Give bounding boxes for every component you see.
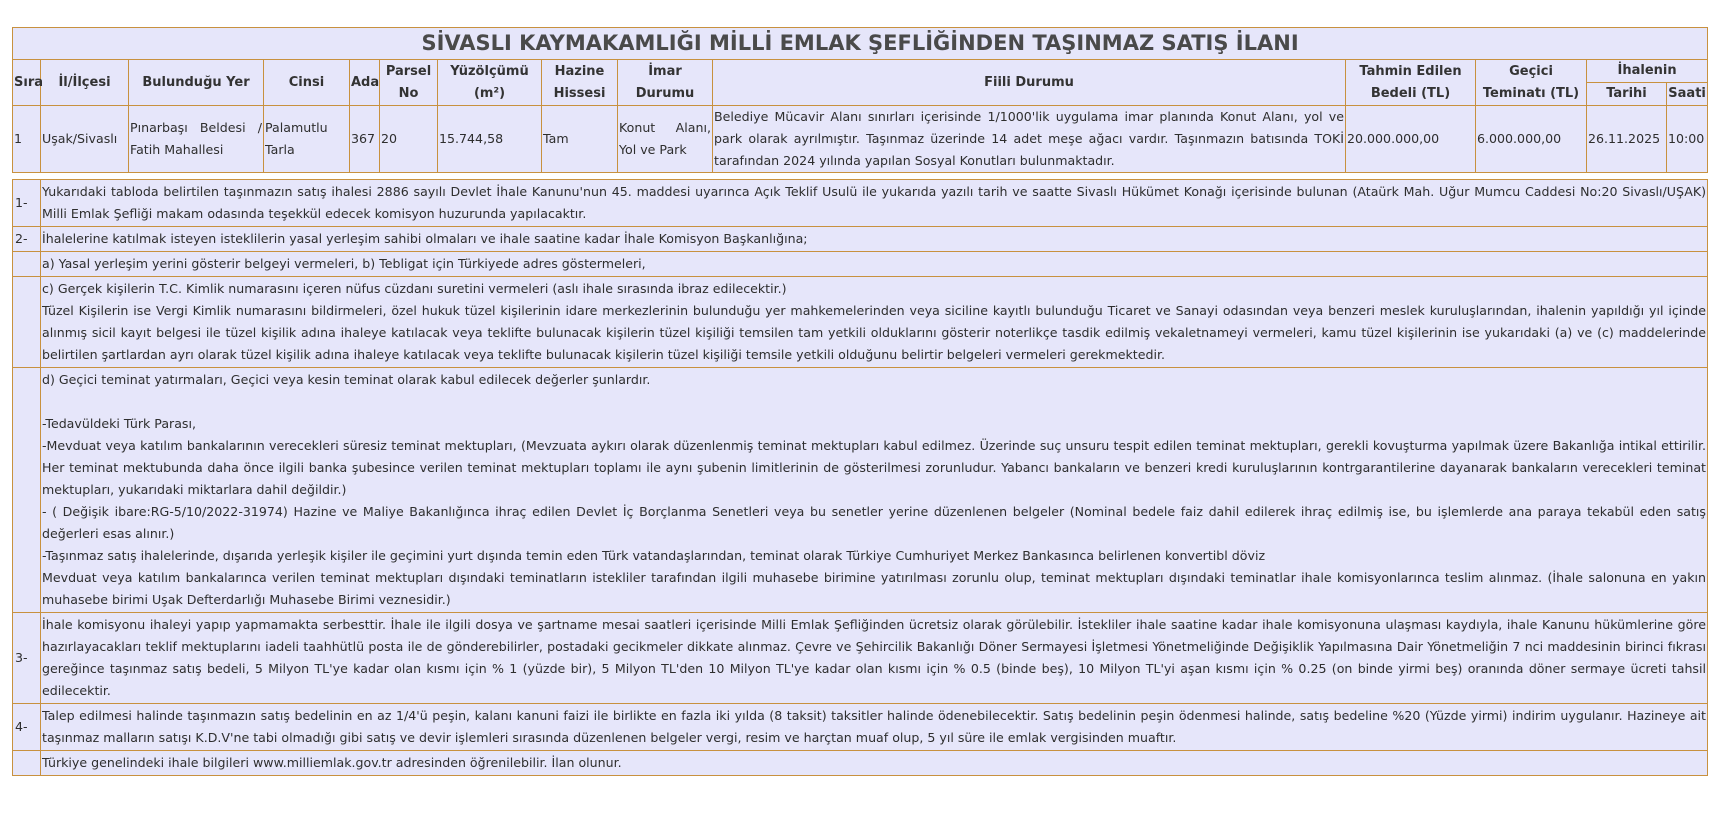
clause-number: 3- [13, 613, 41, 704]
clause-text: İhale komisyonu ihaleyi yapıp yapmamakta serbesttir. İhale ile ilgili dosya ve şartname mesai saatleri içerisinde Milli Emlak Şefliğinden ücretsiz olarak görülebilir. İstekliler ihale saatine kadar ihale komisyonuna ulaşması kaydıyla, ihale Kanunu hükümlerine göre hazırlayacakları teklif mektuplarını iadeli taahhütlü posta ile de gönderebilirler, postadaki gecikmeler dikkate alınmaz. Çevre ve Şehircilik Bakanlığı Döner Sermayesi İşletmesi Yönetmeliğinde Değişiklik Yapılmasına Dair Yönetmeliğin 7 nci maddesinin birinci fıkrası gereğince taşınmaz satış bedeli, 5 Milyon TL'ye kadar olan kısmı için % 1 (yüzde bir), 5 Milyon TL'den 10 Milyon TL'ye kadar olan kısmı için % 0.5 (binde beş), 10 Milyon TL'yi aşan kısmı için % 0.25 (on binde yirmi beş) oranında döner sermaye ücreti tahsil edilecektir. [41, 613, 1708, 704]
page-title: SİVASLI KAYMAKAMLIĞI MİLLİ EMLAK ŞEFLİĞİNDEN TAŞINMAZ SATIŞ İLANI [13, 28, 1708, 60]
spacer [42, 391, 1706, 413]
cell-gecici-teminati: 6.000.000,00 [1476, 106, 1587, 173]
header-yuzolcumu: Yüzölçümü (m²) [438, 60, 542, 106]
cell-ada: 367 [350, 106, 380, 173]
header-tarihi: Tarihi [1587, 83, 1667, 106]
empty-cell [13, 751, 41, 776]
cell-sira: 1 [13, 106, 41, 173]
clause-block [41, 277, 1708, 368]
cell-bulundugu-yer: Pınarbaşı Beldesi / Fatih Mahallesi [129, 106, 264, 173]
cell-hazine-hissesi: Tam [542, 106, 618, 173]
header-ada: Ada [350, 60, 380, 106]
empty-cell [13, 277, 41, 368]
clause-text: -Taşınmaz satış ihalelerinde, dışarıda yerleşik kişiler ile geçimini yurt dışında temin eden Türk vatandaşlarından, teminat olarak Türkiye Cumhuriyet Merkez Bankasınca belirlenen konvertibl döviz [42, 548, 1266, 563]
clause-5 [13, 751, 1708, 776]
clause-text: Yukarıdaki tabloda belirtilen taşınmazın satış ihalesi 2886 sayılı Devlet İhale Kanunu'nun 45. maddesi uyarınca Açık Teklif Usulü ile yukarıda yazılı tarih ve saatte Sivaslı Hükümet Konağı içerisinde bulunan (Ataürk Mah. Uğur Mumcu Caddesi No:20 Sivaslı/UŞAK) Milli Emlak Şefliği makam odasında teşekkül edecek komisyon huzurunda yapılacaktır. [41, 180, 1708, 227]
clause-text: Talep edilmesi halinde taşınmazın satış bedelinin en az 1/4'ü peşin, kalanı kanuni faizi ile birlikte en fazla iki yılda (8 taksit) taksitler halinde ödenebilecektir. Satış bedelinin peşin ödenmesi halinde, satış bedeline %20 (Yüzde yirmi) indirim uygulanır. Hazineye ait taşınmaz malların satışı K.D.V'ne tabi olmadığı gibi satış ve devir işlemleri sırasında düzenlenen belgeler vergi, resim ve harçtan muaf olup, 5 yıl süre ile emlak vergisinden muaftır. [41, 704, 1708, 751]
cell-fiili-durumu: Belediye Mücavir Alanı sınırları içerisinde 1/1000'lik uygulama imar planında Konut Alanı, yol ve park olarak ayrılmıştır. Taşınmaz üzerinde 14 adet meşe ağacı vardır. Taşınmazın batısında TOKİ tarafından 2024 yılında yapılan Sosyal Konutları bulunmaktadır. [713, 106, 1346, 173]
header-tahmin-edilen-bedeli: Tahmin Edilen Bedeli (TL) [1346, 60, 1476, 106]
header-gecici-teminati: Geçici Teminatı (TL) [1476, 60, 1587, 106]
header-fiili-durumu: Fiili Durumu [713, 60, 1346, 106]
header-saati: Saati [1667, 83, 1708, 106]
clause-text: Tüzel Kişilerin ise Vergi Kimlik numarasını bildirmeleri, özel hukuk tüzel kişilerinin idare merkezlerinin bulunduğu yer mahkemelerinden veya siciline kayıtlı bulunduğu Ticaret ve Sanayi odasından veya benzeri meslek kuruluşlarından, ihalenin yapıldığı yıl içinde alınmış sicil kayıt belgesi ile tüzel kişilik adına ihaleye katılacak veya teklifte bulunacak kişilerin tüzel kişiliği temsilen tam yetkili olduklarını gösterir noterlikçe tasdik edilmiş vekaletnameyi vermeleri, kamu tüzel kişilerinin ise yukarıdaki (a) ve (c) maddelerinde belirtilen şartlardan ayrı olarak tüzel kişilik adına ihaleye katılacak veya teklifte bulunacak kişilerin tüzel kişiliği temsile yetkili olduğunu belirtir belgeleri vermeleri gerekmektedir. [42, 303, 1706, 362]
clause-number: 2- [13, 227, 41, 252]
header-sira: Sıra [13, 60, 41, 106]
cell-parsel-no: 20 [380, 106, 438, 173]
header-imar-durumu: İmar Durumu [618, 60, 713, 106]
clause-3 [13, 613, 1708, 704]
announcement-document [12, 27, 1707, 776]
clause-text: -Mevduat veya katılım bankalarının verecekleri süresiz teminat mektupları, (Mevzuata aykırı olarak düzenlenmiş teminat mektupları kabul edilmez. Üzerinde suç unsuru tespit edilen teminat mektupları, gerekli kovuşturma yapılmak üzere Bakanlığa intikal ettirilir. Her teminat mektubunda daha önce ilgili banka şubesince verilen teminat mektupları toplamı ile aynı şubenin limitlerinin de gösterilmesi zorunludur. Yabancı bankaların ve benzeri kredi kuruluşlarının kontrgarantilerine dayanarak bankaların verecekleri teminat mektupları, yukarıdaki miktarlara dahil değildir.) [42, 438, 1706, 497]
empty-cell [13, 368, 41, 613]
cell-imar-durumu: Konut Alanı, Yol ve Park [618, 106, 713, 173]
clause-text: - ( Değişik ibare:RG-5/10/2022-31974) Hazine ve Maliye Bakanlığınca ihraç edilen Devlet İç Borçlanma Senetleri veya bu senetler yerine düzenlenen belgeler (Nominal bedele faiz dahil edilerek ihraç edilmiş ise, bu işlemlerde ana paraya tekabül eden satış değerleri esas alınır.) [42, 504, 1706, 541]
cell-cinsi: Palamutlu Tarla [264, 106, 350, 173]
header-bulundugu-yer: Bulunduğu Yer [129, 60, 264, 106]
cell-yuzolcumu: 15.744,58 [438, 106, 542, 173]
clause-text: Türkiye genelindeki ihale bilgileri www.milliemlak.gov.tr adresinden öğrenilebilir. İlan olunur. [41, 751, 1708, 776]
clause-text: d) Geçici teminat yatırmaları, Geçici veya kesin teminat olarak kabul edilecek değerler şunlardır. [42, 372, 651, 387]
header-cinsi: Cinsi [264, 60, 350, 106]
conditions-table [12, 179, 1708, 776]
clause-number: 1- [13, 180, 41, 227]
cell-tarihi: 26.11.2025 [1587, 106, 1667, 173]
header-hazine-hissesi: Hazine Hissesi [542, 60, 618, 106]
clause-text: -Tedavüldeki Türk Parası, [42, 416, 196, 431]
cell-tahmin-edilen-bedeli: 20.000.000,00 [1346, 106, 1476, 173]
clause-text: c) Gerçek kişilerin T.C. Kimlik numarasını içeren nüfus cüzdanı suretini vermeleri (aslı ihale sırasında ibraz edilecektir.) [42, 281, 787, 296]
clause-text: a) Yasal yerleşim yerini gösterir belgeyi vermeleri, b) Tebligat için Türkiyede adres göstermeleri, [41, 252, 1708, 277]
clause-text: İhalelerine katılmak isteyen isteklilerin yasal yerleşim sahibi olmaları ve ihale saatine kadar İhale Komisyon Başkanlığına; [41, 227, 1708, 252]
header-parsel-no: Parsel No [380, 60, 438, 106]
clause-1 [13, 180, 1708, 227]
clause-2-ab [13, 252, 1708, 277]
clause-2-d [13, 368, 1708, 613]
header-il-ilcesi: İl/İlçesi [41, 60, 129, 106]
sale-table [12, 27, 1708, 173]
cell-saati: 10:00 [1667, 106, 1708, 173]
clause-2 [13, 227, 1708, 252]
clause-text: Mevduat veya katılım bankalarınca verilen teminat mektupları dışındaki teminatların istekliler tarafından ilgili muhasebe birimine yatırılması zorunlu olup, teminat mektupları dışındaki teminatlar ihale komisyonlarınca teslim alınmaz. (İhale salonuna en yakın muhasebe birimi Uşak Defterdarlığı Muhasebe Birimi veznesidir.) [42, 570, 1706, 607]
clause-block [41, 368, 1708, 613]
table-row [13, 106, 1708, 173]
clause-2-c [13, 277, 1708, 368]
clause-number: 4- [13, 704, 41, 751]
clause-4 [13, 704, 1708, 751]
empty-cell [13, 252, 41, 277]
header-ihalenin: İhalenin [1587, 60, 1708, 83]
cell-il-ilcesi: Uşak/Sivaslı [41, 106, 129, 173]
